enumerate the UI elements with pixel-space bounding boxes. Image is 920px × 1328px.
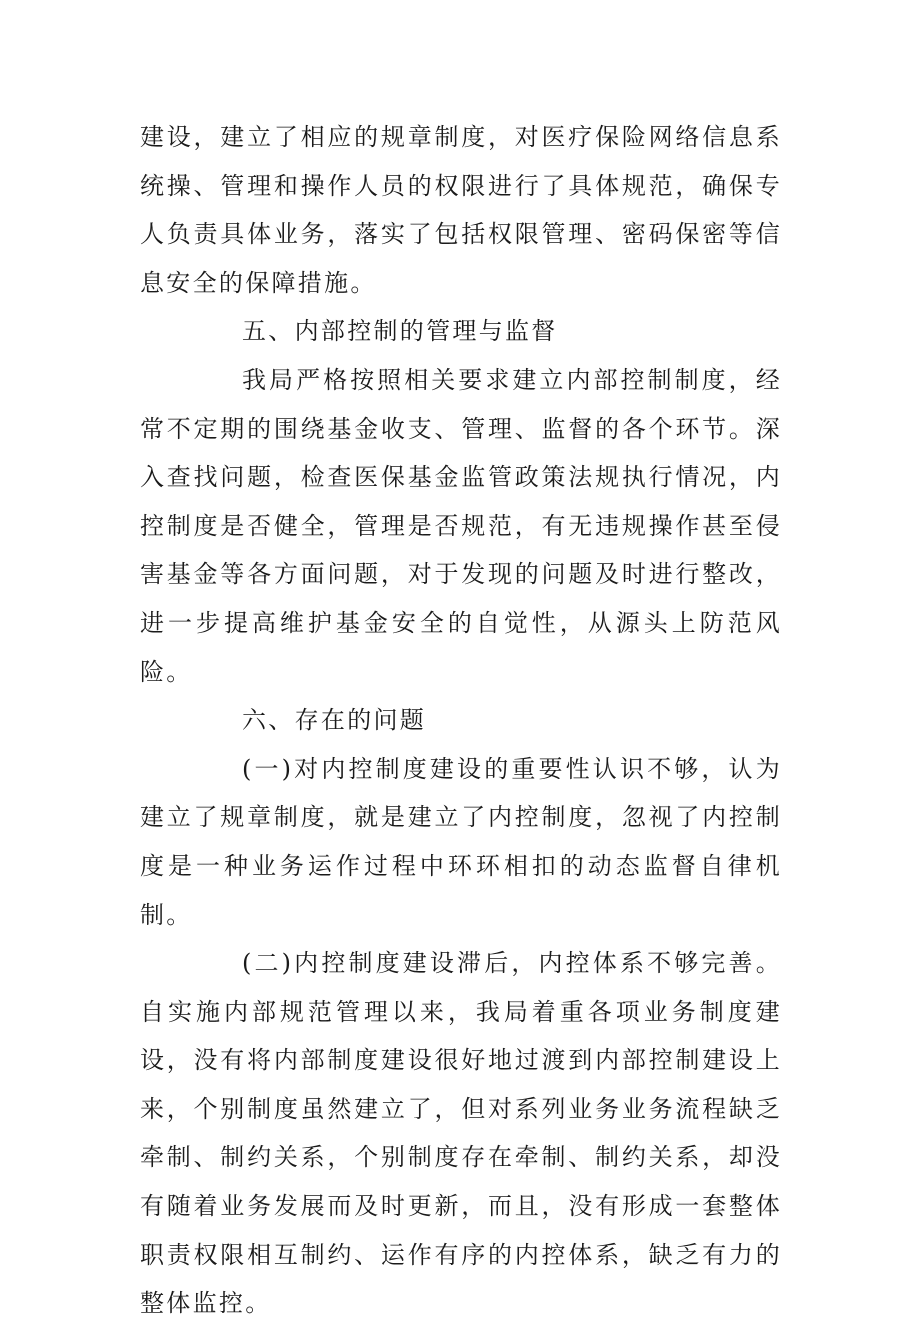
paragraph-issue-1: (一)对内控制度建设的重要性认识不够，认为建立了规章制度，就是建立了内控制度，忽视了内控制度是一种业务运作过程中环环相扣的动态监督自律机制。: [140, 754, 782, 929]
paragraph-issue-2: (二)内控制度建设滞后，内控体系不够完善。自实施内部规范管理以来，我局着重各项业务制度建设，没有将内部制度建设很好地过渡到内部控制建设上来，个别制度虽然建立了，但对系列业务业务流程缺乏牵制、制约关系，个别制度存在牵制、制约关系，却没有随着业务发展而及时更新，而且，没有形成一套整体职责权限相互制约、运作有序的内控体系，缺乏有力的整体监控。: [140, 949, 782, 1318]
paragraph-internal-control: 我局严格按照相关要求建立内部控制制度，经常不定期的围绕基金收支、管理、监督的各个环节。深入查找问题，检查医保基金监管政策法规执行情况，内控制度是否健全，管理是否规范，有无违规操作甚至侵害基金等各方面问题，对于发现的问题及时进行整改，进一步提高维护基金安全的自觉性，从源头上防范风险。: [140, 365, 782, 686]
section-heading-5: 五、内部控制的管理与监督: [242, 317, 558, 346]
section-heading-6: 六、存在的问题: [242, 706, 427, 735]
document-body: [140, 113, 782, 1328]
paragraph-continuation: 建设，建立了相应的规章制度，对医疗保险网络信息系统操、管理和操作人员的权限进行了具体规范，确保专人负责具体业务，落实了包括权限管理、密码保密等信息安全的保障措施。: [140, 123, 782, 297]
